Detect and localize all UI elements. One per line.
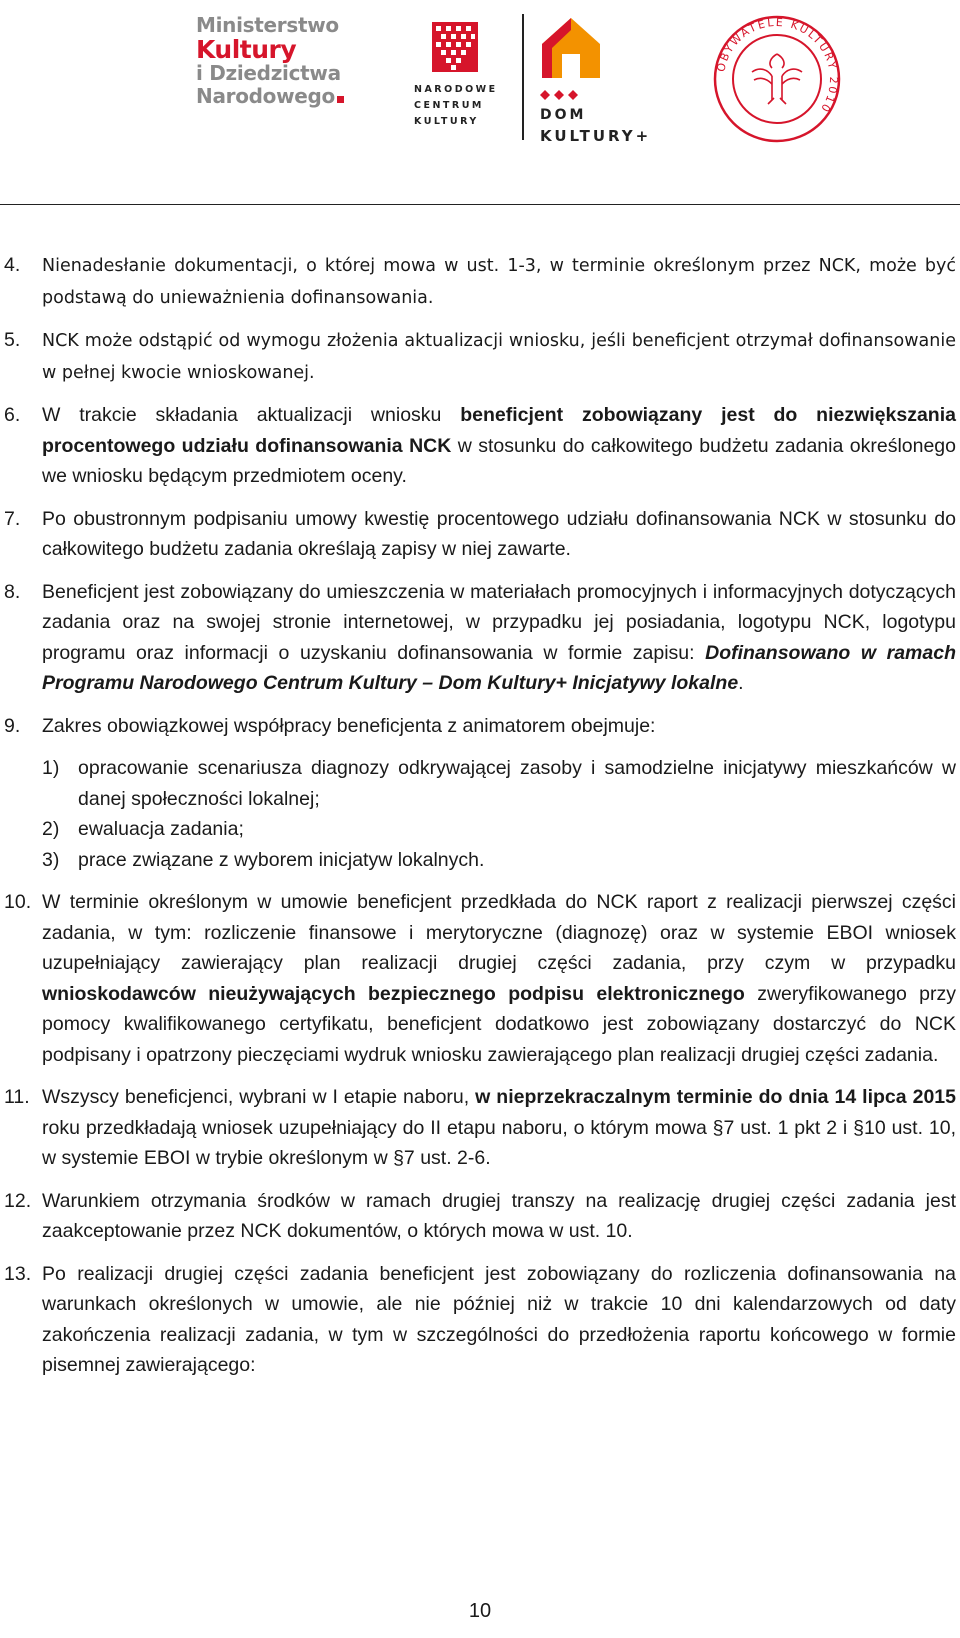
nck-logo [414, 22, 504, 130]
sub-item-text: ewaluacja zadania; [78, 818, 244, 840]
paragraph-text: Warunkiem otrzymania środków w ramach drugiej transzy na realizację drugiej części zadania jest zaakceptowanie przez NCK dokumentów, o których mowa w ust. 10. [42, 1189, 956, 1242]
paragraph-bold-text: w nieprzekraczalnym terminie do dnia 14 lipca 2015 [475, 1086, 956, 1108]
sub-item [0, 814, 960, 845]
paragraph-7 [0, 504, 960, 565]
seal-text: OBYWATELE KULTURY 2010 [714, 15, 841, 116]
paragraph-text-part: Beneficjent jest zobowiązany do umieszczenia w materiałach promocyjnych i informacyjnych dotyczących zadania oraz na swojej stronie internetowej, w przypadku jej posiadania, logotypu NCK, logotypu programu oraz informacji o uzyskaniu dofinansowania w formie zapisu: [42, 580, 956, 664]
diamonds-icon [540, 89, 580, 101]
paragraph-12 [0, 1186, 960, 1247]
paragraph-13 [0, 1259, 960, 1381]
paragraph-8 [0, 577, 960, 699]
sub-item-number: 2) [42, 818, 60, 840]
nck-logo-text [414, 82, 504, 130]
ministry-logo-line2: Kultury [196, 35, 297, 64]
paragraph-text-part: . [738, 672, 744, 694]
paragraph-text-part: W trakcie składania aktualizacji wniosku [42, 404, 461, 426]
nck-logo-line2: CENTRUM [414, 100, 484, 111]
document-body [0, 250, 960, 1381]
paragraph-6 [0, 400, 960, 492]
logo-divider [522, 14, 524, 140]
sub-item-number: 3) [42, 848, 60, 871]
header-divider [0, 204, 960, 205]
paragraph-10 [0, 887, 960, 1070]
paragraph-text: NCK może odstąpić od wymogu złożenia aktualizacji wniosku, jeśli beneficjent otrzymał dofinansowanie w pełnej kwocie wnioskowanej. [42, 331, 956, 383]
paragraph-number: 11. [4, 1086, 30, 1108]
nck-logo-line3: KULTURY [414, 116, 479, 127]
paragraph-number: 9. [4, 714, 21, 737]
sub-item-text: prace związane z wyborem inicjatyw lokalnych. [78, 848, 485, 871]
paragraph-text: Po realizacji drugiej części zadania beneficjent jest zobowiązany do rozliczenia dofinansowania na warunkach określonych w umowie, ale nie później niż w trakcie 10 dni kalendarzowych od daty zakończenia realizacji zadania, w tym w szczególności do przedłożenia raportu końcowego w formie pisemnej zawierającego: [42, 1262, 956, 1376]
ministry-logo-line1: Ministerstwo [196, 13, 339, 37]
paragraph-bold-text: wnioskodawców nieużywających bezpiecznego podpisu elektronicznego [42, 982, 745, 1005]
dk-logo-line1: DOM [540, 107, 587, 123]
paragraph-bold-text: beneficjent zobowiązany jest do niezwiększania procentowego udziału dofinansowania NCK [42, 404, 956, 457]
nck-logo-line1: NARODOWE [414, 84, 498, 95]
sub-item [0, 845, 960, 876]
ministry-logo-line4-wrap [196, 85, 356, 108]
paragraph-number: 5. [4, 329, 21, 351]
paragraph-number: 12. [4, 1189, 32, 1212]
paragraph-number: 7. [4, 507, 21, 530]
dom-kultury-logo [540, 16, 680, 145]
paragraph-text-part: W terminie określonym w umowie beneficjent przedkłada do NCK raport z realizacji pierwszej części zadania, w tym: rozliczenie finansowe i merytoryczne (diagnozę) oraz w systemie EBOI wniosek uzupełniający zawierający plan realizacji drugiej części zadania, przy czym w przypadku [42, 891, 956, 974]
ministry-logo-line4: Narodowego [196, 84, 335, 108]
obywatele-kultury-seal-icon [712, 14, 842, 144]
paragraph-text-part: roku przedkładają wniosek uzupełniający do II etapu naboru, o którym mowa §7 ust. 1 pkt 2 i §10 ust. 10, w systemie EBOI w trybie określonym w §7 ust. 2-6. [42, 1116, 956, 1169]
paragraph-number: 6. [4, 404, 21, 426]
svg-text:OBYWATELE KULTURY 2010 [714, 16, 840, 116]
sub-item-number: 1) [42, 757, 60, 779]
ministry-logo-line3: i Dziedzictwa [196, 61, 341, 85]
red-dot-icon [337, 96, 344, 103]
paragraph-4 [0, 250, 960, 313]
paragraph-text-part: Wszyscy beneficjenci, wybrani w I etapie naboru, [42, 1086, 476, 1108]
paragraph-text-part: w stosunku do całkowitego budżetu zadania określonego we wniosku będącym przedmiotem oceny. [42, 434, 956, 487]
dk-logo-line2: KULTURY+ [540, 127, 652, 145]
sub-item-text: opracowanie scenariusza diagnozy odkrywającej zasoby i samodzielne inicjatywy mieszkańców w danej społeczności lokalnej; [78, 757, 956, 810]
paragraph-bold-italic-text: Dofinansowano w ramach Programu Narodowego Centrum Kultury – Dom Kultury+ Inicjatywy lokalne [42, 641, 956, 694]
page-number: 10 [468, 1600, 492, 1622]
paragraph-number: 13. [4, 1262, 32, 1285]
page-header [0, 0, 960, 205]
ministry-of-culture-logo [196, 14, 356, 108]
nck-pattern-icon [432, 22, 478, 72]
paragraph-text: Nienadesłanie dokumentacji, o której mowa w ust. 1-3, w terminie określonym przez NCK, może być podstawą do unieważnienia dofinansowania. [42, 256, 956, 308]
paragraph-9 [0, 711, 960, 742]
paragraph-text: Po obustronnym podpisaniu umowy kwestię procentowego udziału dofinansowania NCK w stosunku do całkowitego budżetu zadania określają zapisy w niej zawarte. [42, 507, 956, 560]
paragraph-5 [0, 325, 960, 388]
house-icon [540, 16, 602, 80]
paragraph-number: 10. [4, 891, 32, 913]
paragraph-text: Zakres obowiązkowej współpracy beneficjenta z animatorem obejmuje: [42, 714, 656, 737]
sub-item [0, 753, 960, 814]
paragraph-11 [0, 1082, 960, 1174]
paragraph-text-part: zweryfikowanego przy pomocy kwalifikowanego certyfikatu, beneficjent dodatkowo jest zobowiązany dostarczyć do NCK podpisany i opatrzony pieczęciami wydruk wniosku zawierającego plan realizacji drugiej części zadania. [42, 982, 957, 1066]
paragraph-number: 4. [4, 254, 21, 276]
paragraph-number: 8. [4, 580, 21, 603]
